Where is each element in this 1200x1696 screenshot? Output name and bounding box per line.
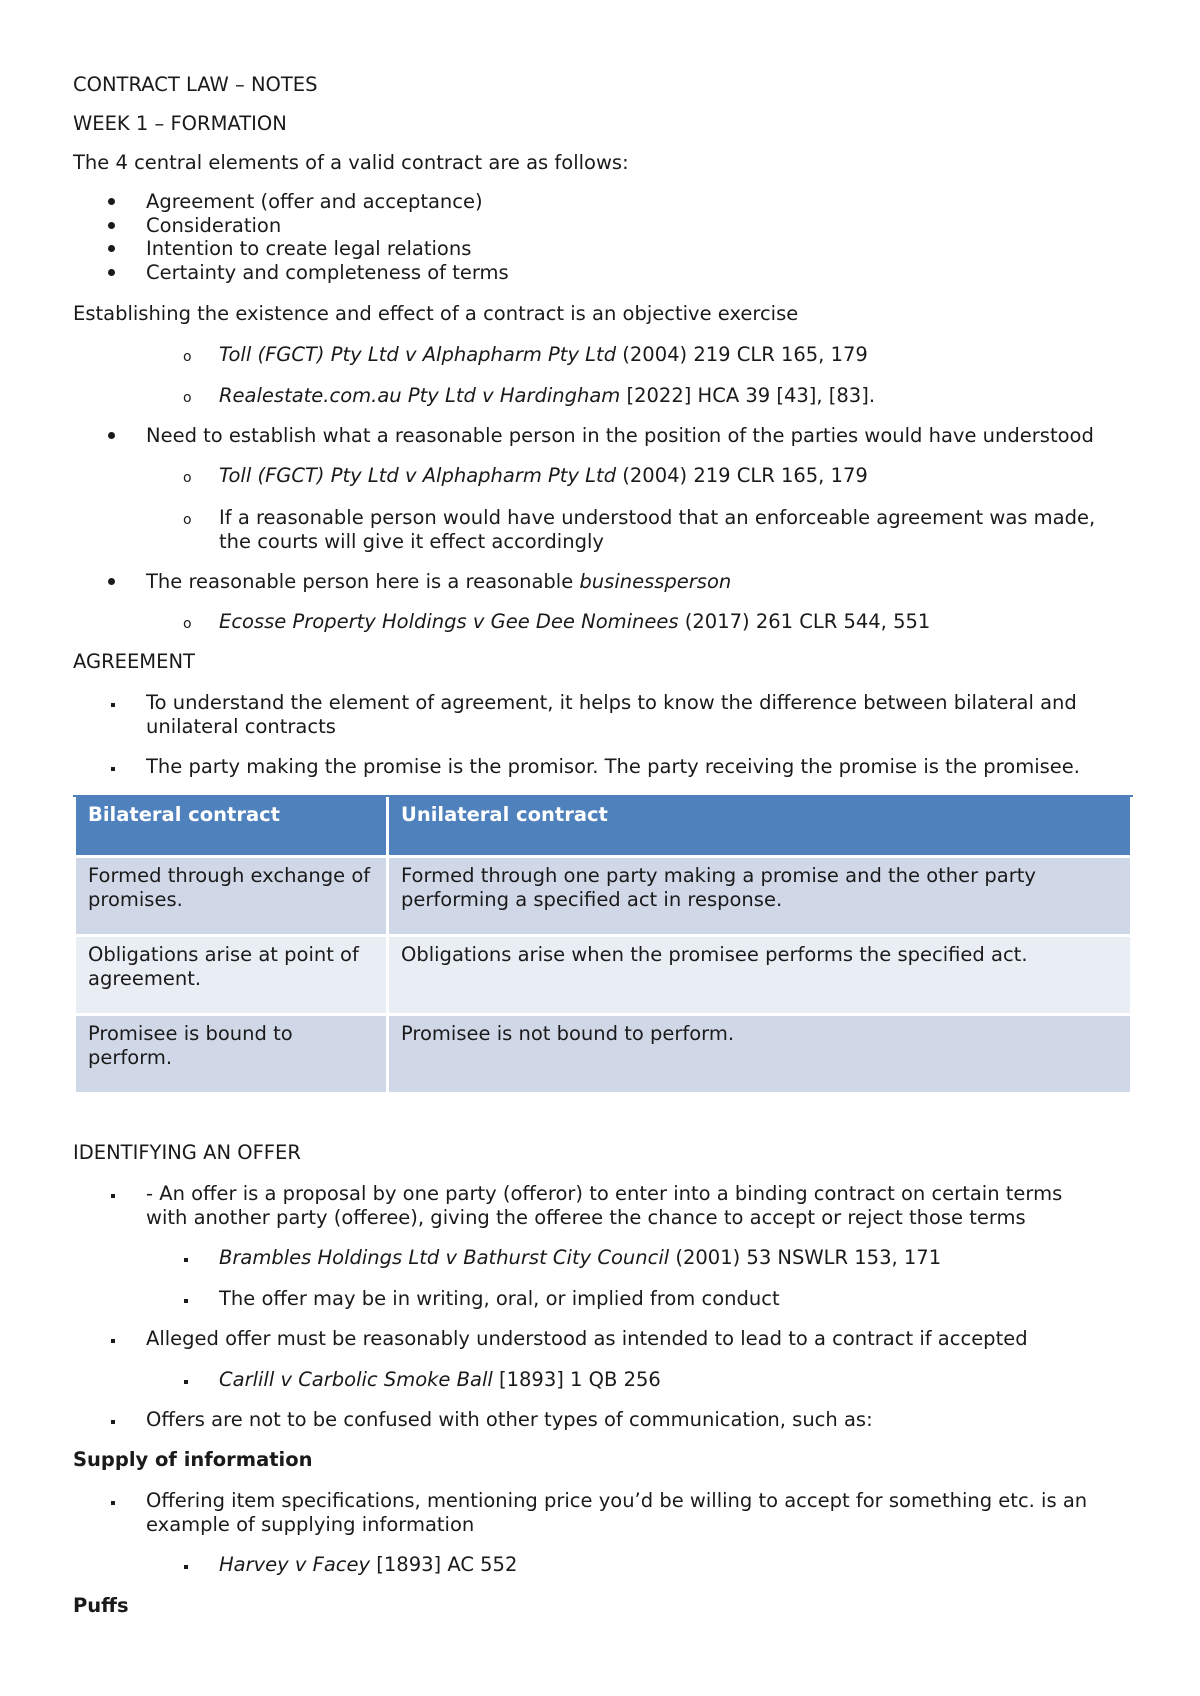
bullet-square [111,1194,115,1198]
case-citation: Brambles Holdings Ltd v Bathurst City Council (2001) 53 NSWLR 153, 171 [219,1246,942,1269]
table-row [76,858,1130,937]
doc-title: CONTRACT LAW – NOTES [73,73,318,96]
list-item: Certainty and completeness of terms [146,261,509,284]
bullet-square [111,1420,115,1424]
table-header-row [76,797,1130,858]
list-item: If a reasonable person would have understood that an enforceable agreement was made, [219,506,1096,529]
table-cell: Promisee is bound to perform. [76,1016,386,1095]
list-item: Offering item specifications, mentioning price you’d be willing to accept for something etc. is an [146,1489,1088,1512]
list-item: example of supplying information [146,1513,475,1536]
table-cell: Promisee is not bound to perform. [389,1016,1130,1095]
bullet-square [184,1299,188,1303]
bullet-square [111,703,115,707]
list-item: Agreement (offer and acceptance) [146,190,483,213]
case-citation: Harvey v Facey [1893] AC 552 [219,1553,518,1576]
list-item: The party making the promise is the promisor. The party receiving the promise is the promisee. [146,755,1080,778]
bullet-dot [108,432,115,439]
case-citation: Carlill v Carbolic Smoke Ball [1893] 1 QB 256 [219,1368,661,1391]
table-cell: Formed through exchange of promises. [76,858,386,937]
list-item: Alleged offer must be reasonably understood as intended to lead to a contract if accepted [146,1327,1028,1350]
list-item: The reasonable person here is a reasonable businessperson [146,570,732,593]
circle-bullet: o [183,616,192,632]
intro-text: The 4 central elements of a valid contract are as follows: [73,151,629,174]
bullet-dot [108,198,115,205]
puffs-heading: Puffs [73,1594,129,1617]
list-item: the courts will give it effect accordingly [219,530,604,553]
bullet-dot [108,245,115,252]
list-item: - An offer is a proposal by one party (offeror) to enter into a binding contract on certain terms [146,1182,1063,1205]
contract-comparison-table [73,795,1133,1095]
table-row [76,937,1130,1016]
list-item: Intention to create legal relations [146,237,472,260]
bullet-square [184,1380,188,1384]
circle-bullet: o [183,390,192,406]
bullet-dot [108,578,115,585]
circle-bullet: o [183,512,192,528]
agreement-heading: AGREEMENT [73,650,195,673]
offer-heading: IDENTIFYING AN OFFER [73,1141,301,1164]
list-item: Consideration [146,214,282,237]
list-item: Offers are not to be confused with other types of communication, such as: [146,1408,873,1431]
case-citation: Realestate.com.au Pty Ltd v Hardingham [2022] HCA 39 [43], [83]. [219,384,876,407]
bullet-dot [108,269,115,276]
list-item: with another party (offeree), giving the offeree the chance to accept or reject those terms [146,1206,1026,1229]
supply-heading: Supply of information [73,1448,313,1471]
case-citation: Toll (FGCT) Pty Ltd v Alphapharm Pty Ltd (2004) 219 CLR 165, 179 [219,343,868,366]
bullet-square [111,1339,115,1343]
bullet-square [184,1565,188,1569]
table-row [76,1016,1130,1095]
list-item: The offer may be in writing, oral, or implied from conduct [219,1287,780,1310]
case-citation: Ecosse Property Holdings v Gee Dee Nominees (2017) 261 CLR 544, 551 [219,610,931,633]
list-item: Need to establish what a reasonable person in the position of the parties would have understood [146,424,1094,447]
table-header: Unilateral contract [389,797,1130,858]
bullet-square [111,767,115,771]
bullet-square [111,1501,115,1505]
bullet-dot [108,222,115,229]
list-item: To understand the element of agreement, it helps to know the difference between bilateral and [146,691,1077,714]
week-heading: WEEK 1 – FORMATION [73,112,287,135]
case-citation: Toll (FGCT) Pty Ltd v Alphapharm Pty Ltd (2004) 219 CLR 165, 179 [219,464,868,487]
circle-bullet: o [183,470,192,486]
table-cell: Obligations arise at point of agreement. [76,937,386,1016]
list-item: unilateral contracts [146,715,336,738]
table-header: Bilateral contract [76,797,386,858]
table-cell: Obligations arise when the promisee performs the specified act. [389,937,1130,1016]
table-cell: Formed through one party making a promise and the other party performing a specified act in response. [389,858,1130,937]
circle-bullet: o [183,349,192,365]
bullet-square [184,1258,188,1262]
objective-text: Establishing the existence and effect of a contract is an objective exercise [73,302,799,325]
